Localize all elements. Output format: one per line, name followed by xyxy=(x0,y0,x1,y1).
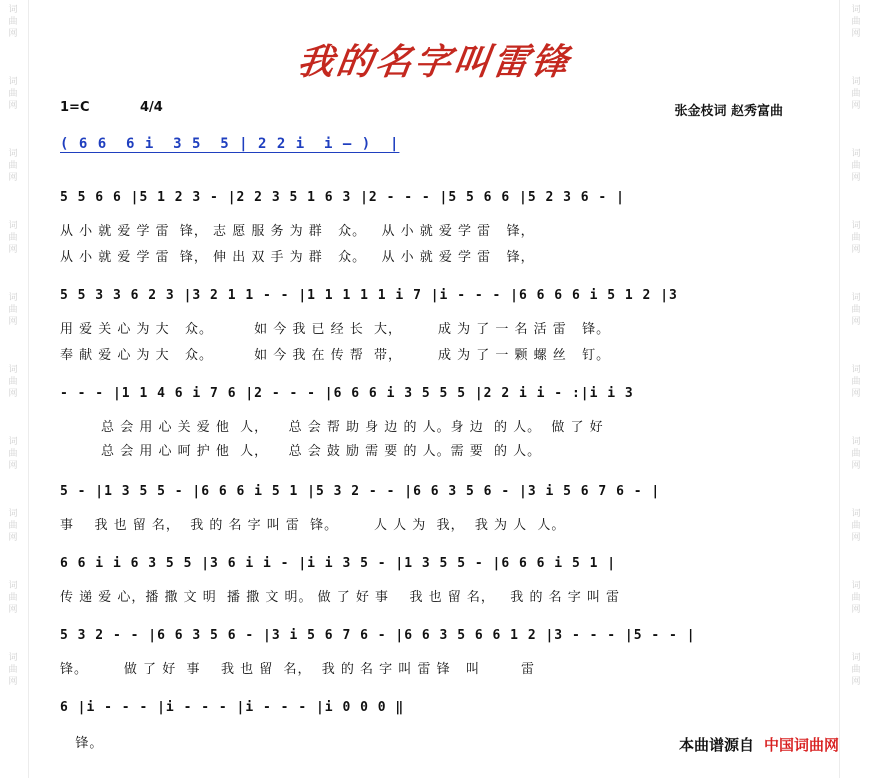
watermark-item: 词 曲 网 xyxy=(8,653,18,687)
notes-line-5: 6 6 i i 6 3 5 5 |3 6 i i - |i i 3 5 - |1 3 5 5 - |6 6 6 i 5 1 | xyxy=(60,556,617,571)
lyric-line-6a: 锋。 做 了 好 事 我 也 留 名， 我 的 名 字 叫 雷 锋 叫 雷 xyxy=(60,662,536,677)
song-title: 我的名字叫雷锋 xyxy=(294,41,574,83)
notes-line-7: 6 |i - - - |i - - - |i - - - |i 0 0 0 ‖ xyxy=(60,700,405,715)
key-signature: 1=C xyxy=(60,100,90,115)
watermark-item: 词 曲 网 xyxy=(8,221,18,255)
lyric-line-7a: 锋。 xyxy=(60,736,104,751)
notes-line-4: 5 - |1 3 5 5 - |6 6 6 i 5 1 |5 3 2 - - |6 6 3 5 6 - |3 i 5 6 7 6 - | xyxy=(60,484,661,499)
notes-line-6: 5 3 2 - - |6 6 3 5 6 - |3 i 5 6 7 6 - |6 6 3 5 6 6 1 2 |3 - - - |5 - - | xyxy=(60,628,696,643)
watermark-item: 词 曲 网 xyxy=(851,77,861,111)
watermark-item: 词 曲 网 xyxy=(8,149,18,183)
watermark-item: 词 曲 网 xyxy=(851,653,861,687)
lyric-line-1a: 从 小 就 爱 学 雷 锋， 志 愿 服 务 为 群 众。 从 小 就 爱 学 雷 锋， xyxy=(60,224,535,239)
notes-line-2: 5 5 3 3 6 2 3 |3 2 1 1 - - |1 1 1 1 1 i 7 |i - - - |6 6 6 6 i 5 1 2 |3 xyxy=(60,288,678,303)
watermark-item: 词 曲 网 xyxy=(851,149,861,183)
lyric-line-2b: 奉 献 爱 心 为 大 众。 如 今 我 在 传 帮 带， 成 为 了 一 颗 螺 丝 钉。 xyxy=(60,348,611,363)
watermark-item: 词 曲 网 xyxy=(8,581,18,615)
watermark-right xyxy=(845,0,867,782)
watermark-item: 词 曲 网 xyxy=(851,581,861,615)
lyric-line-1b: 从 小 就 爱 学 雷 锋， 伸 出 双 手 为 群 众。 从 小 就 爱 学 雷 锋， xyxy=(60,250,535,265)
watermark-left xyxy=(2,0,24,782)
source-label: 本曲谱源自 xyxy=(678,736,754,754)
notes-line-3: - - - |1 1 4 6 i 7 6 |2 - - - |6 6 6 i 3 5 5 5 |2 2 i i - :|i i 3 xyxy=(60,386,634,401)
watermark-item: 词 曲 网 xyxy=(851,5,861,39)
watermark-item: 词 曲 网 xyxy=(851,437,861,471)
source-credit xyxy=(679,734,839,755)
watermark-item: 词 曲 网 xyxy=(8,293,18,327)
authors-credit: 张金枝词 赵秀富曲 xyxy=(674,104,783,119)
notes-line-1: 5 5 6 6 |5 1 2 3 - |2 2 3 5 1 6 3 |2 - - - |5 5 6 6 |5 2 3 6 - | xyxy=(60,190,625,205)
lyric-line-4a: 事 我 也 留 名， 我 的 名 字 叫 雷 锋。 人 人 为 我， 我 为 人 人。 xyxy=(60,518,566,533)
watermark-item: 词 曲 网 xyxy=(8,509,18,543)
watermark-item: 词 曲 网 xyxy=(851,365,861,399)
watermark-item: 词 曲 网 xyxy=(8,437,18,471)
watermark-item: 词 曲 网 xyxy=(8,77,18,111)
watermark-item: 词 曲 网 xyxy=(851,221,861,255)
intro-notes: ( 6 6 6 i 3 5 5 | 2 2 i i — ) | xyxy=(60,136,400,152)
lyric-line-3a: 总 会 用 心 关 爱 他 人， 总 会 帮 助 身 边 的 人。身 边 的 人。 做 了 好 xyxy=(60,420,604,435)
lyric-line-2a: 用 爱 关 心 为 大 众。 如 今 我 已 经 长 大， 成 为 了 一 名 活 雷 锋。 xyxy=(60,322,611,337)
source-site-link[interactable]: 中国词曲网 xyxy=(763,736,839,754)
lyric-line-3b: 总 会 用 心 呵 护 他 人， 总 会 鼓 励 需 要 的 人。需 要 的 人。 xyxy=(60,444,542,459)
lyric-line-5a: 传 递 爱 心，播 撒 文 明 播 撒 文 明。 做 了 好 事 我 也 留 名， 我 的 名 字 叫 雷 xyxy=(60,590,620,605)
time-signature: 4/4 xyxy=(140,100,163,115)
watermark-item: 词 曲 网 xyxy=(8,365,18,399)
watermark-item: 词 曲 网 xyxy=(851,509,861,543)
watermark-item: 词 曲 网 xyxy=(851,293,861,327)
watermark-item: 词 曲 网 xyxy=(8,5,18,39)
